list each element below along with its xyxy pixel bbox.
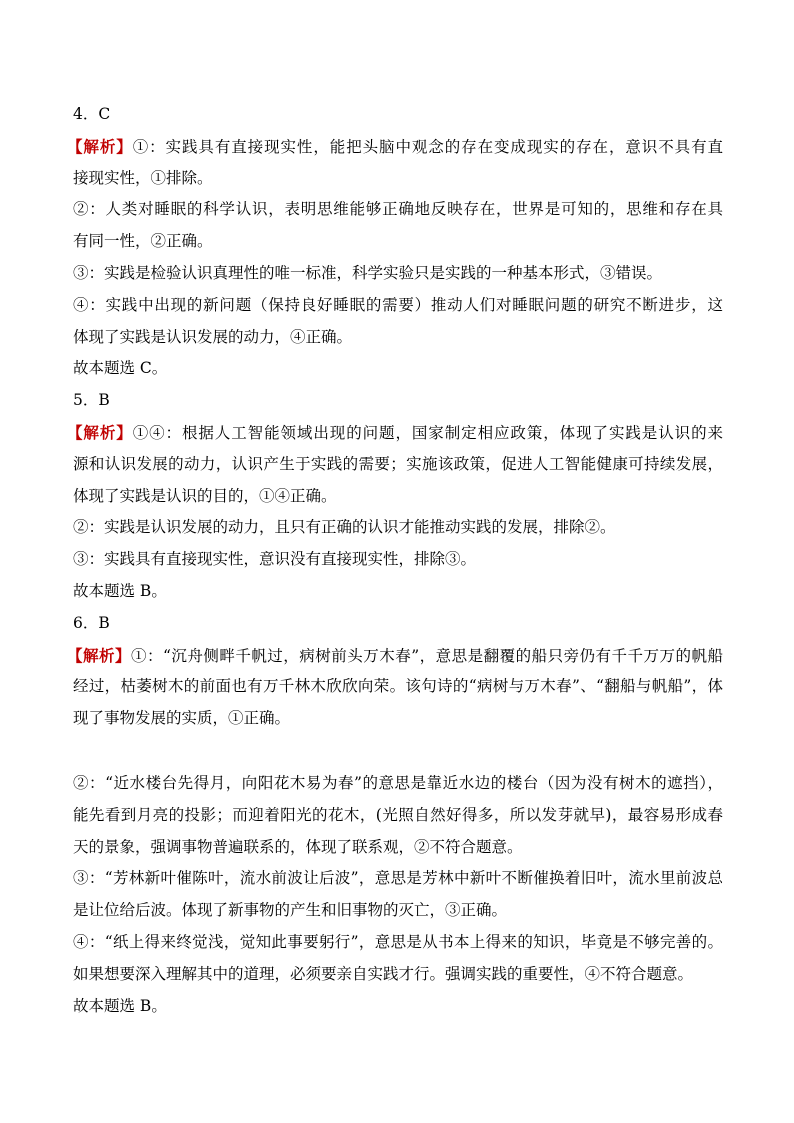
q6-analysis-line-5: 能先看到月亮的投影；而迎着阳光的花木，(光照自然好得多，所以发芽就早)，最容易形成春: [73, 805, 723, 824]
q4-analysis-line-2: 接现实性，①排除。: [73, 168, 213, 187]
q6-analysis-line-9: ④：“纸上得来终觉浅，觉知此事要躬行”，意思是从书本上得来的知识，毕竟是不够完善的。: [73, 932, 723, 951]
q4-analysis-line-3: ②：人类对睡眠的科学认识，表明思维能够正确地反映存在，世界是可知的，思维和存在具: [73, 200, 723, 219]
q5-analysis-line-2: 源和认识发展的动力，认识产生于实践的需要；实施该政策，促进人工智能健康可持续发展，: [73, 454, 723, 473]
q5-conclusion: 故本题选 B。: [73, 581, 167, 600]
analysis-tag: 【解析】: [67, 422, 133, 442]
q5-analysis-line-3: 体现了实践是认识的目的，①④正确。: [73, 486, 337, 505]
q6-analysis-line-10: 如果想要深入理解其中的道理，必须要亲自实践才行。强调实践的重要性，④不符合题意。: [73, 964, 694, 983]
q6-conclusion: 故本题选 B。: [73, 996, 167, 1015]
analysis-tag: 【解析】: [67, 645, 131, 665]
analysis-tag: 【解析】: [67, 136, 133, 156]
paragraph-gap: [73, 735, 723, 768]
q4-analysis-line-6: ④：实践中出现的新问题（保持良好睡眠的需要）推动人们对睡眠问题的研究不断进步，这: [73, 295, 723, 314]
q6-analysis-text-1: ①：“沉舟侧畔千帆过，病树前头万木春”，意思是翻覆的船只旁仍有千千万万的帆船: [130, 646, 723, 665]
q6-analysis-line-1: [67, 640, 723, 672]
q4-conclusion: 故本题选 C。: [73, 359, 168, 378]
q4-analysis-line-4: 有同一性，②正确。: [73, 232, 213, 251]
q6-analysis-line-2: 经过，枯萎树木的前面也有万千林木欣欣向荣。该句诗的“病树与万木春”、“翻船与帆船”，体: [73, 677, 723, 696]
q4-answer-heading: 4．C: [73, 105, 111, 123]
q6-analysis-line-4: ②：“近水楼台先得月，向阳花木易为春”的意思是靠近水边的楼台（因为没有树木的遮挡），: [73, 773, 723, 792]
q4-analysis-line-7: 体现了实践是认识发展的动力，④正确。: [73, 327, 353, 346]
q5-answer-heading: 5．B: [73, 391, 110, 410]
q4-analysis-line-5: ③：实践是检验认识真理性的唯一标准，科学实验只是实践的一种基本形式，③错误。: [73, 263, 663, 282]
q5-analysis-line-1: [67, 417, 723, 449]
q6-analysis-line-6: 天的景象，强调事物普遍联系的，体现了联系观，②不符合题意。: [73, 837, 523, 856]
q4-analysis-text-1: ①：实践具有直接现实性，能把头脑中观念的存在变成现实的存在，意识不具有直: [132, 137, 723, 156]
q6-analysis-line-3: 现了事物发展的实质，①正确。: [73, 709, 291, 728]
q5-analysis-line-5: ③：实践具有直接现实性，意识没有直接现实性，排除③。: [73, 550, 477, 569]
q6-analysis-line-7: ③：“芳林新叶催陈叶，流水前波让后波”，意思是芳林中新叶不断催换着旧叶，流水里前波总: [73, 869, 723, 888]
q5-analysis-text-1: ①④：根据人工智能领域出现的问题，国家制定相应政策，体现了实践是认识的来: [132, 423, 723, 442]
q4-analysis-line-1: [67, 131, 723, 163]
q5-analysis-line-4: ②：实践是认识发展的动力，且只有正确的认识才能推动实践的发展，排除②。: [73, 518, 616, 537]
q6-answer-heading: 6．B: [73, 613, 110, 632]
answer-explanation-page: [67, 99, 723, 1022]
q6-analysis-line-8: 是让位给后波。体现了新事物的产生和旧事物的灭亡，③正确。: [73, 901, 508, 920]
